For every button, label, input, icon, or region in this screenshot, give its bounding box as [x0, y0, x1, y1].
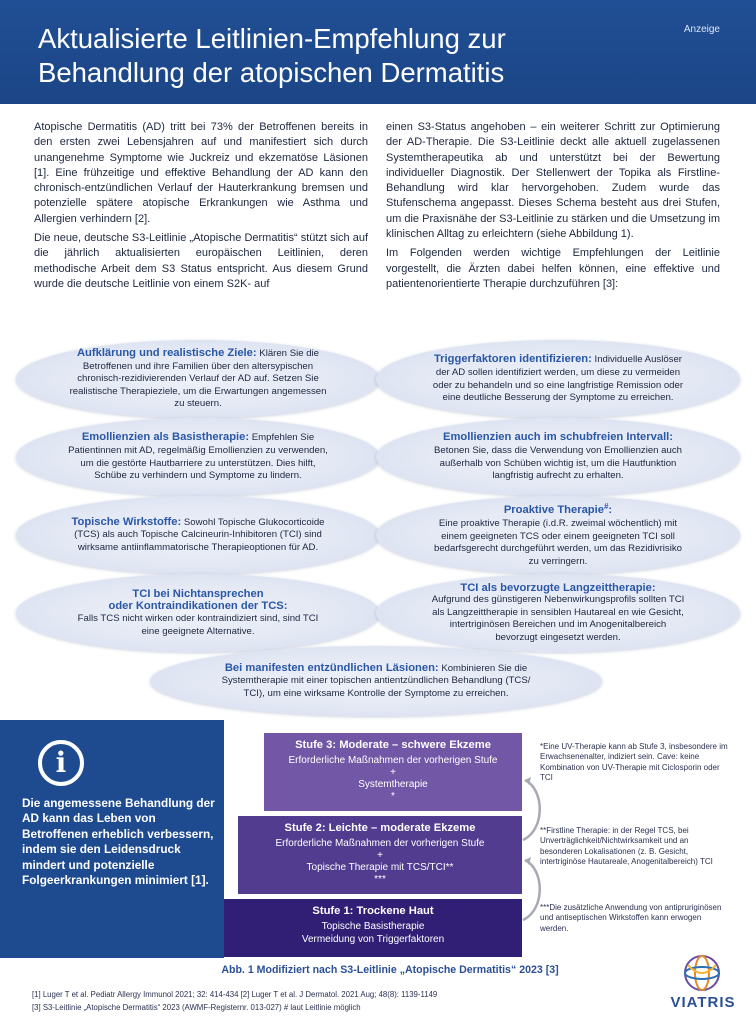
recommendation-tci-nichtansprechen: TCI bei Nichtansprechen oder Kontraindikationen der TCS: Falls TCS nicht wirken oder kontraindiziert sind, sind TCI eine geeignete Alternative. [16, 574, 380, 652]
recommendation-triggerfaktoren: Triggerfaktoren identifizieren: Individuelle Auslöser der AD sollen identifiziert werden, um diese zu vermeiden oder zu behandeln und so eine langfristige Remission oder eine deutliche Besserung der Symptome zu erreichen. [376, 340, 740, 418]
recommendation-tci-langzeit: TCI als bevorzugte Langzeittherapie: Aufgrund des günstigeren Nebenwirkungsprofils sollten TCI als Langzeittherapie in sensiblen Hautareal en wie Gesicht, intertriginösen Bereichen und im Anogenitalbereich bevorzugt eingesetzt werden. [376, 574, 740, 652]
figure-caption: Abb. 1 Modifiziert nach S3-Leitlinie „Atopische Dermatitis“ 2023 [3] [221, 964, 559, 976]
recommendation-emollienzien-basis: Emollienzien als Basistherapie: Empfehlen Sie Patientinnen mit AD, regelmäßig Emollienzien zu verwenden, um die gestörte Hautbarriere zu unterstützen. Dies hilft, Schübe zu verhindern und Symptome zu lindern. [16, 418, 380, 496]
recommendation-manifeste-laesionen: Bei manifesten entzündlichen Läsionen: Kombinieren Sie die Systemtherapie mit einer topischen antientzündlichen Behandlung (TCS/ TCI), um eine wirksame Kontrolle der Symptome zu erreichen. [150, 646, 602, 716]
stufe-1-step: Stufe 1: Trockene Haut Topische Basistherapie Vermeidung von Triggerfaktoren [224, 899, 522, 957]
info-icon: i [38, 740, 84, 786]
footnote-uv-therapie: *Eine UV-Therapie kann ab Stufe 3, insbesondere im Erwachsenenalter, indiziert sein. Cave: keine Kombination von UV-Therapie mit Ciclosporin oder TCI [540, 742, 728, 783]
intro-paragraph: einen S3-Status angehoben – ein weiterer Schritt zur Optimierung der AD-Therapie. Die S3-Leitlinie deckt alle aktuell zugelassenen Systemtherapeutika ab und unterstützt bei der Bewertung individueller Diagnostik. Der Stellenwert der Topika als Firstline-Behandlung wird klar hervorgehoben. Zudem wurde das Stufenschema angepasst. Dieses Schema besteht aus drei Stufen, um die Praxisnähe der S3-Leitlinie zu stärken und die Umsetzung im klinischen Alltag zu erleichtern (siehe Abbildung 1). [386, 121, 720, 241]
viatris-globe-icon [682, 953, 722, 993]
recommendation-emollienzien-intervall: Emollienzien auch im schubfreien Intervall: Betonen Sie, dass die Verwendung von Emollienzien auch außerhalb von Schüben wichtig ist, um die Hautfunktion langfristig aufrecht zu erhalten. [376, 418, 740, 496]
info-text: Die angemessene Behandlung der AD kann das Leben von Betroffenen erheblich verbessern, indem sie den Leidensdruck mindert und potenzielle Folgeerkrankungen minimiert [1]. [22, 796, 215, 888]
footnote-antipruriginoes: ***Die zusätzliche Anwendung von antipruriginösen und antiseptischen Wirkstoffen kann erwogen werden. [540, 903, 722, 933]
intro-right-column [386, 120, 720, 296]
intro-left-column [34, 120, 368, 296]
recommendation-aufklaerung: Aufklärung und realistische Ziele: Klären Sie die Betroffenen und ihre Familien über den altersypischen chronisch-rezidivierenden Verlauf der AD auf. Setzen Sie realistische Therapieziele, um die Erwartungen angemessen zu steuern. [16, 340, 380, 418]
page-title: Aktualisierte Leitlinien-Empfehlung zur Behandlung der atopischen Dermatitis [38, 23, 506, 88]
references: [1] Luger T et al. Pediatr Allergy Immunol 2021; 32: 414-434 [2] Luger T et al. J Dermatol. 2021 Aug; 48(8): 1139-1149 [3] S3-Leitlinie „Atopische Dermatitis“ 2023 (AWMF-Registernr. 013-027) # laut Leitlinie möglich [32, 990, 438, 1012]
stufe-2-step: Stufe 2: Leichte – moderate Ekzeme Erforderliche Maßnahmen der vorherigen Stufe + Topische Therapie mit TCS/TCI** *** [238, 816, 522, 894]
arrow-1-to-2 [523, 860, 540, 920]
footnote-firstline: **Firstline Therapie: in der Regel TCS, bei Unverträglichkeit/Nichtwirksamkeit und an besonderen Lokalisationen (z. B. Gesicht, intertriginöse Hautareale, Anogenitalbereich) TCI [540, 826, 713, 867]
ad-label: Anzeige [683, 24, 720, 35]
recommendation-topische-wirkstoffe: Topische Wirkstoffe: Sowohl Topische Glukocorticoide (TCS) als auch Topische Calcineurin-Inhibitoren (TCI) sind wirksame antiinflammatorische Therapieoptionen für AD. [16, 496, 380, 574]
intro-paragraph: Atopische Dermatitis (AD) tritt bei 73% der Betroffenen bereits in den ersten zwei Lebensjahren auf und manifestiert sich durch unangenehme Symptome wie Juckreiz und ekzematöse Läsionen [1]. Eine frühzeitige und effektive Behandlung der AD kann den chronisch-entzündlichen Verlauf der Hauterkrankung bremsen und potenzielle spätere atopische Erkrankungen wie Asthma und Allergien verhindern [2]. [34, 121, 368, 225]
header-banner [0, 0, 756, 104]
intro-paragraph: Im Folgenden werden wichtige Empfehlungen der Leitlinie vorgestellt, die Ärzten dabei helfen können, eine effektive und patientenorientierte Therapie durchzuführen [3]: [386, 247, 720, 290]
arrow-2-to-3 [523, 780, 540, 840]
viatris-logo: VIATRIS [670, 994, 736, 1011]
intro-paragraph: Die neue, deutsche S3-Leitlinie „Atopische Dermatitis“ stützt sich auf die jährlich aktualisierten europäischen Leitlinien, deren methodische Arbeit dem S3 Status entspricht. Aus diesem Grund wurde die deutsche Leitlinie von einem S2K- auf [34, 232, 368, 290]
stufe-3-step: Stufe 3: Moderate – schwere Ekzeme Erforderliche Maßnahmen der vorherigen Stufe + Systemtherapie * [264, 733, 522, 811]
recommendation-proaktive-therapie: Proaktive Therapie#: Eine proaktive Therapie (i.d.R. zweimal wöchentlich) mit einem geeigneten TCS oder einem geeigneten TCI soll bedarfsgerecht durchgeführt werden, um das Rezidivrisiko zu verringern. [376, 496, 740, 574]
